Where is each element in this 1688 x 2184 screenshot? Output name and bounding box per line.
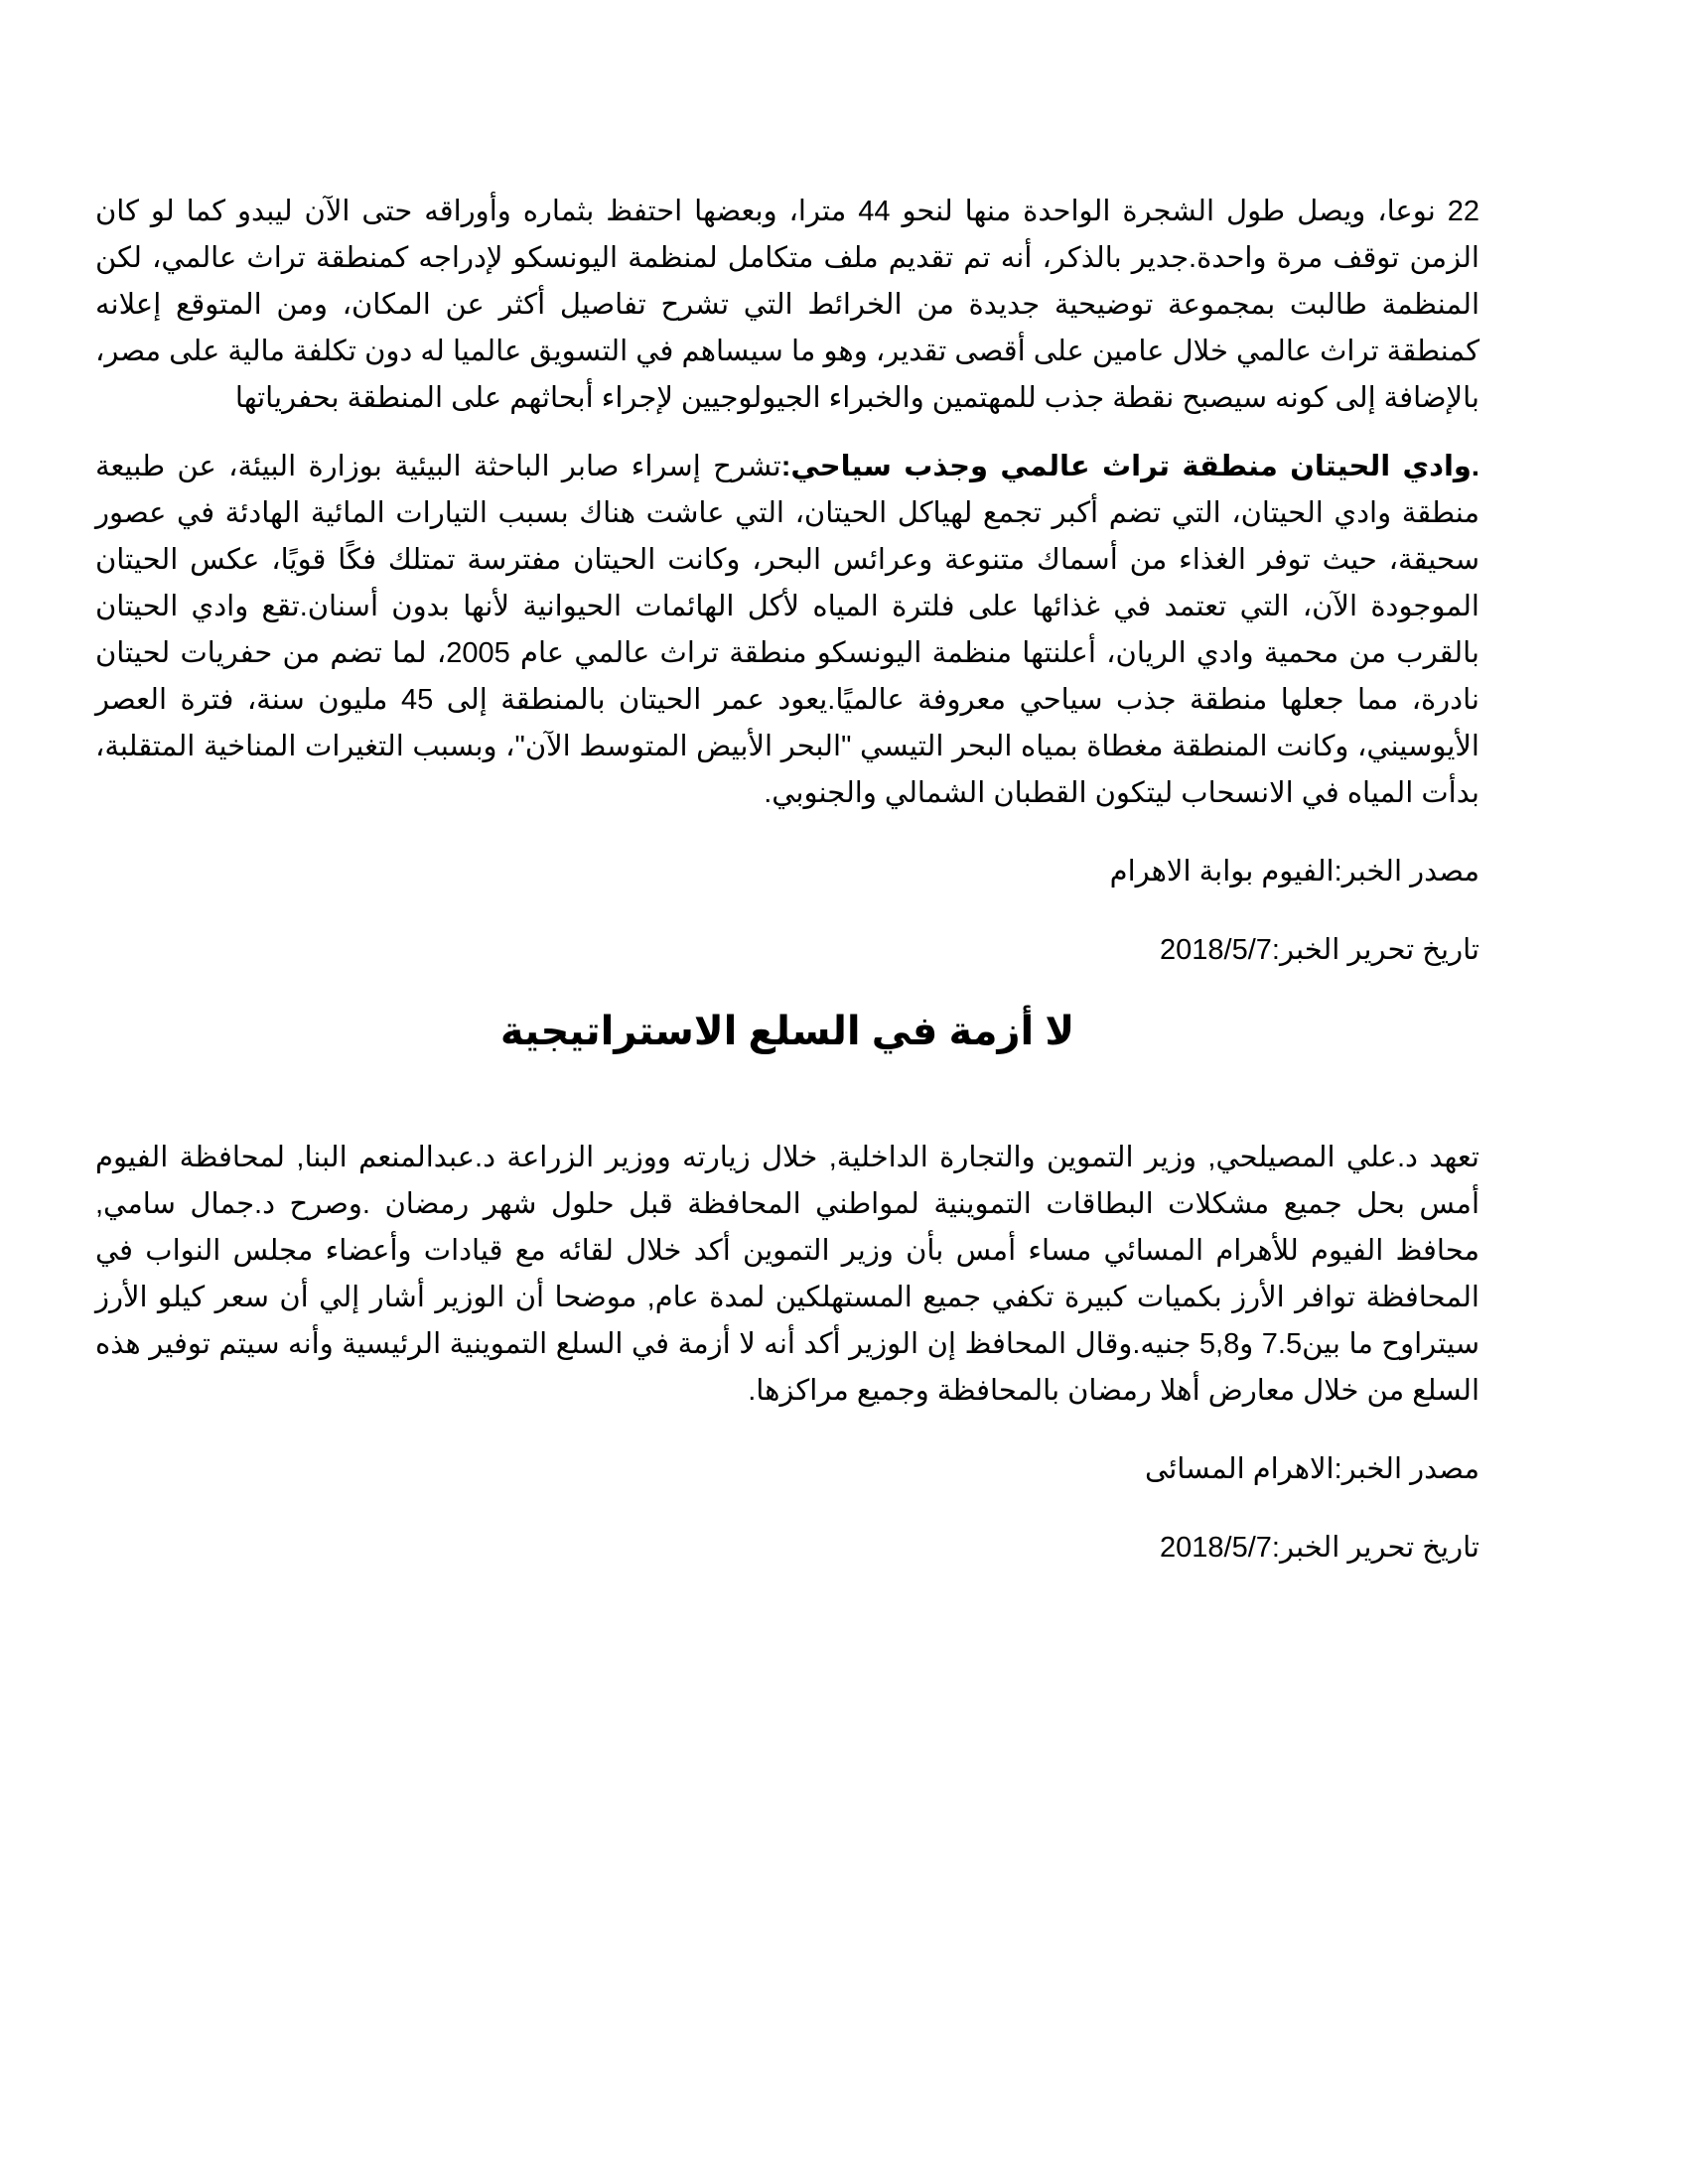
article1-paragraph1: 22 نوعا، ويصل طول الشجرة الواحدة منها لنحو 44 مترا، وبعضها احتفظ بثماره وأوراقه حتى الآن ليبدو كما لو كان الزمن توقف مرة واحدة.جدير بالذكر، أنه تم تقديم ملف متكامل لمنظمة اليونسكو لإدراجه كمنطقة تراث عالمي، لكن المنظمة طالبت بمجموعة توضيحية جديدة من الخرائط التي تشرح تفاصيل أكثر عن المكان، ومن المتوقع إعلانه كمنطقة تراث عالمي خلال عامين على أقصى تقدير، وهو ما سيساهم في التسويق عالميا له دون تكلفة مالية على مصر، بالإضافة إلى كونه سيصبح نقطة جذب للمهتمين والخبراء الجيولوجيين لإجراء أبحاثهم على المنطقة بحفرياتها <box>95 196 1480 414</box>
article2-paragraph: تعهد د.علي المصيلحي, وزير التموين والتجارة الداخلية, خلال زيارته ووزير الزراعة د.عبدالمنعم البنا, لمحافظة الفيوم أمس بحل جميع مشكلات البطاقات التموينية لمواطني المحافظة قبل حلول شهر رمضان .وصرح د.جمال سامي, محافظ الفيوم للأهرام المسائي مساء أمس بأن وزير التموين أكد خلال لقائه مع قيادات وأعضاء مجلس النواب في المحافظة توافر الأرز بكميات كبيرة تكفي جميع المستهلكين لمدة عام, موضحا أن الوزير أشار إلي أن سعر كيلو الأرز سيتراوح ما بين7.5 و5,8 جنيه.وقال المحافظ إن الوزير أكد أنه لا أزمة في السلع التموينية الرئيسية وأنه سيتم توفير هذه السلع من خلال معارض أهلا رمضان بالمحافظة وجميع مراكزها. <box>95 1142 1480 1407</box>
article2-date: تاريخ تحرير الخبر:2018/5/7 <box>1160 1532 1479 1564</box>
article1-date: تاريخ تحرير الخبر:2018/5/7 <box>1160 934 1479 966</box>
article1-paragraph2 <box>95 444 1479 817</box>
spacer <box>95 1415 1479 1446</box>
document-body <box>95 189 1479 1571</box>
article1-source: مصدر الخبر:الفيوم بوابة الاهرام <box>1109 856 1479 887</box>
article1-section-heading: .وادي الحيتان منطقة تراث عالمي وجذب سياحي: <box>780 451 1479 482</box>
spacer <box>95 895 1479 927</box>
article2-source: مصدر الخبر:الاهرام المسائى <box>1145 1453 1479 1485</box>
spacer <box>95 1493 1479 1525</box>
article1-paragraph2-body: تشرح إسراء صابر الباحثة البيئية بوزارة البيئة، عن طبيعة منطقة وادي الحيتان، التي تضم أكبر تجمع لهياكل الحيتان، التي عاشت هناك بسبب التيارات المائية الهادئة في عصور سحيقة، حيث توفر الغذاء من أسماك متنوعة وعرائس البحر، وكانت الحيتان مفترسة تمتلك فكًا قويًا، عكس الحيتان الموجودة الآن، التي تعتمد في غذائها على فلترة المياه لأكل الهائمات الحيوانية لأنها بدون أسنان.تقع وادي الحيتان بالقرب من محمية وادي الريان، أعلنتها منظمة اليونسكو منطقة تراث عالمي عام 2005، لما تضم من حفريات لحيتان نادرة، مما جعلها منطقة جذب سياحي معروفة عالميًا.يعود عمر الحيتان بالمنطقة إلى 45 مليون سنة، فترة العصر الأيوسيني، وكانت المنطقة مغطاة بمياه البحر التيسي "البحر الأبيض المتوسط الآن"، وبسبب التغيرات المناخية المتقلبة، بدأت المياه في الانسحاب ليتكون القطبان الشمالي والجنوبي. <box>95 451 1479 809</box>
spacer <box>95 817 1479 849</box>
article2-title: لا أزمة في السلع الاستراتيجية <box>499 1010 1075 1053</box>
spacer <box>95 422 1479 444</box>
